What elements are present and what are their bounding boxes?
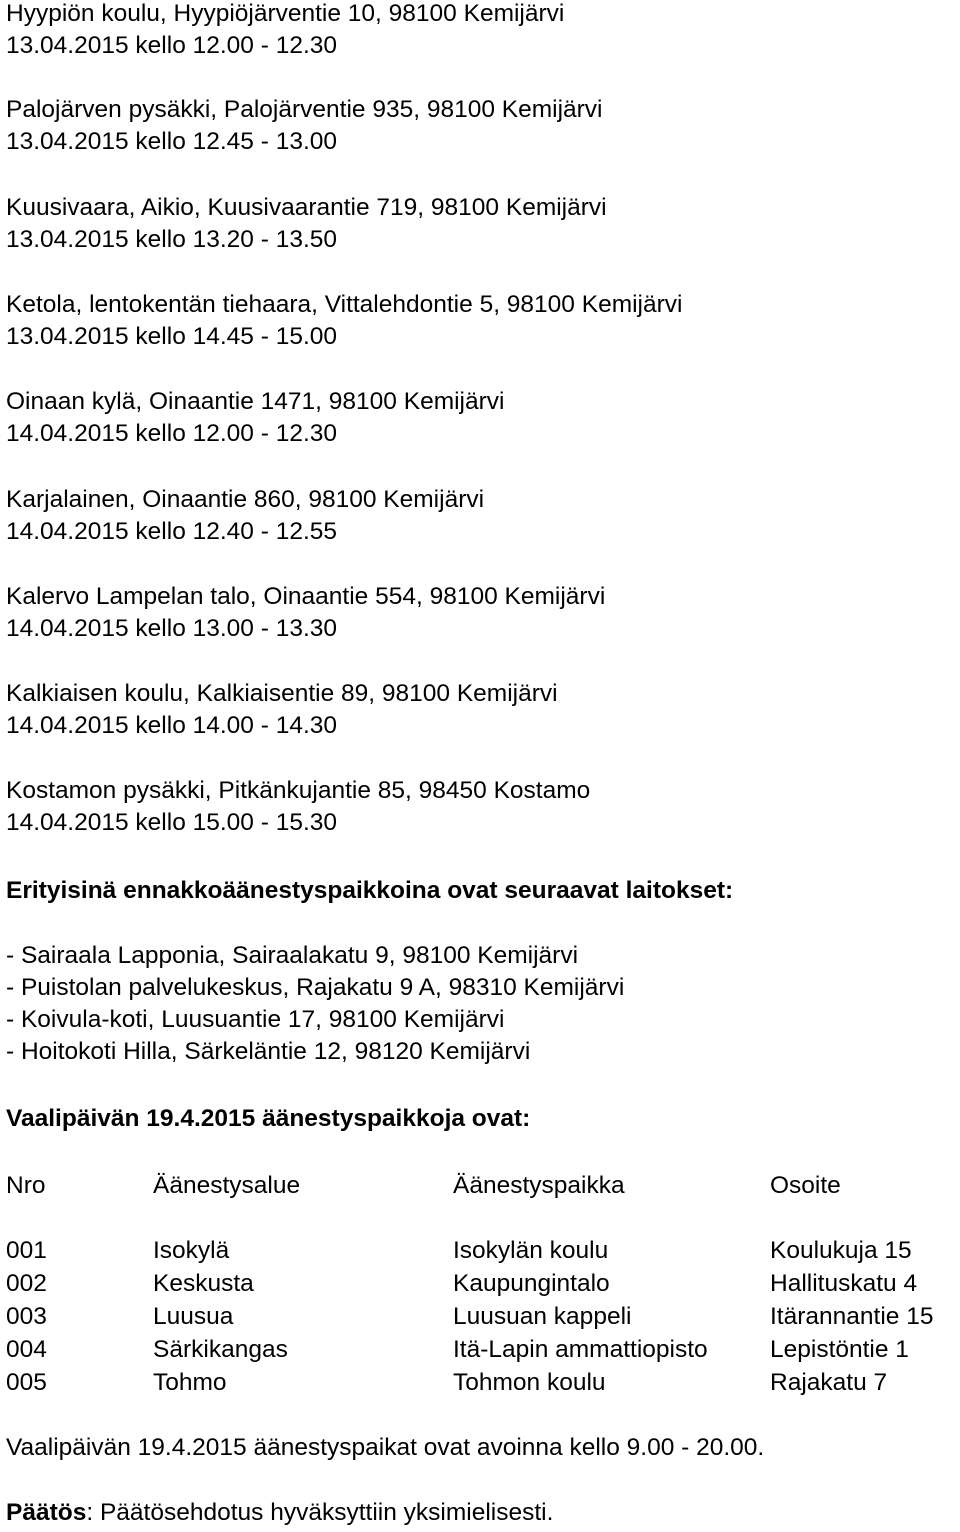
location-time: 13.04.2015 kello 13.20 - 13.50: [6, 226, 338, 253]
opening-hours: Vaalipäivän 19.4.2015 äänestyspaikat ovat avoinna kello 9.00 - 20.00.: [6, 1434, 765, 1461]
table-cell: Luusua: [153, 1303, 234, 1330]
table-cell: Lepistöntie 1: [770, 1336, 909, 1363]
decision-label: Päätös: [6, 1499, 87, 1526]
table-cell: Koulukuja 15: [770, 1237, 912, 1264]
decision-line: [6, 1497, 553, 1529]
location-time: 13.04.2015 kello 12.45 - 13.00: [6, 128, 338, 155]
decision-text: : Päätösehdotus hyväksyttiin yksimielisesti.: [86, 1499, 554, 1526]
table-cell: Kaupungintalo: [453, 1270, 610, 1297]
table-cell: 003: [6, 1303, 47, 1330]
table-cell: 005: [6, 1369, 47, 1396]
table-header: Osoite: [770, 1172, 841, 1199]
special-list-item: - Hoitokoti Hilla, Särkeläntie 12, 98120 Kemijärvi: [6, 1038, 531, 1065]
special-heading: Erityisinä ennakkoäänestyspaikkoina ovat seuraavat laitokset:: [6, 877, 734, 904]
special-list-item: - Sairaala Lapponia, Sairaalakatu 9, 98100 Kemijärvi: [6, 942, 579, 969]
location-time: 14.04.2015 kello 15.00 - 15.30: [6, 809, 338, 836]
special-list-item: - Koivula-koti, Luusuantie 17, 98100 Kemijärvi: [6, 1006, 505, 1033]
table-cell: Itä-Lapin ammattiopisto: [453, 1336, 708, 1363]
table-cell: Tohmon koulu: [453, 1369, 606, 1396]
table-cell: 001: [6, 1237, 47, 1264]
table-cell: Keskusta: [153, 1270, 254, 1297]
location-address: Kalervo Lampelan talo, Oinaantie 554, 98100 Kemijärvi: [6, 583, 606, 610]
location-time: 14.04.2015 kello 12.40 - 12.55: [6, 518, 338, 545]
table-cell: Rajakatu 7: [770, 1369, 888, 1396]
table-cell: 004: [6, 1336, 47, 1363]
election-day-heading: Vaalipäivän 19.4.2015 äänestyspaikkoja ovat:: [6, 1105, 531, 1132]
table-cell: Itärannantie 15: [770, 1303, 934, 1330]
location-time: 13.04.2015 kello 14.45 - 15.00: [6, 323, 338, 350]
table-cell: Luusuan kappeli: [453, 1303, 632, 1330]
table-cell: Isokylä: [153, 1237, 230, 1264]
table-cell: Isokylän koulu: [453, 1237, 609, 1264]
location-address: Hyypiön koulu, Hyypiöjärventie 10, 98100 Kemijärvi: [6, 0, 565, 27]
location-address: Kostamon pysäkki, Pitkänkujantie 85, 98450 Kostamo: [6, 777, 591, 804]
table-header: Äänestyspaikka: [453, 1172, 625, 1199]
table-cell: 002: [6, 1270, 47, 1297]
table-header: Nro: [6, 1172, 46, 1199]
location-address: Karjalainen, Oinaantie 860, 98100 Kemijärvi: [6, 486, 485, 513]
table-cell: Hallituskatu 4: [770, 1270, 918, 1297]
table-cell: Tohmo: [153, 1369, 227, 1396]
location-address: Kuusivaara, Aikio, Kuusivaarantie 719, 98100 Kemijärvi: [6, 194, 607, 221]
table-cell: Särkikangas: [153, 1336, 288, 1363]
location-address: Palojärven pysäkki, Palojärventie 935, 98100 Kemijärvi: [6, 96, 603, 123]
location-address: Kalkiaisen koulu, Kalkiaisentie 89, 98100 Kemijärvi: [6, 680, 558, 707]
location-time: 14.04.2015 kello 13.00 - 13.30: [6, 615, 338, 642]
location-address: Ketola, lentokentän tiehaara, Vittalehdontie 5, 98100 Kemijärvi: [6, 291, 683, 318]
special-list-item: - Puistolan palvelukeskus, Rajakatu 9 A, 98310 Kemijärvi: [6, 974, 625, 1001]
location-time: 14.04.2015 kello 12.00 - 12.30: [6, 420, 338, 447]
location-time: 14.04.2015 kello 14.00 - 14.30: [6, 712, 338, 739]
table-header: Äänestysalue: [153, 1172, 301, 1199]
location-time: 13.04.2015 kello 12.00 - 12.30: [6, 32, 338, 59]
location-address: Oinaan kylä, Oinaantie 1471, 98100 Kemijärvi: [6, 388, 505, 415]
